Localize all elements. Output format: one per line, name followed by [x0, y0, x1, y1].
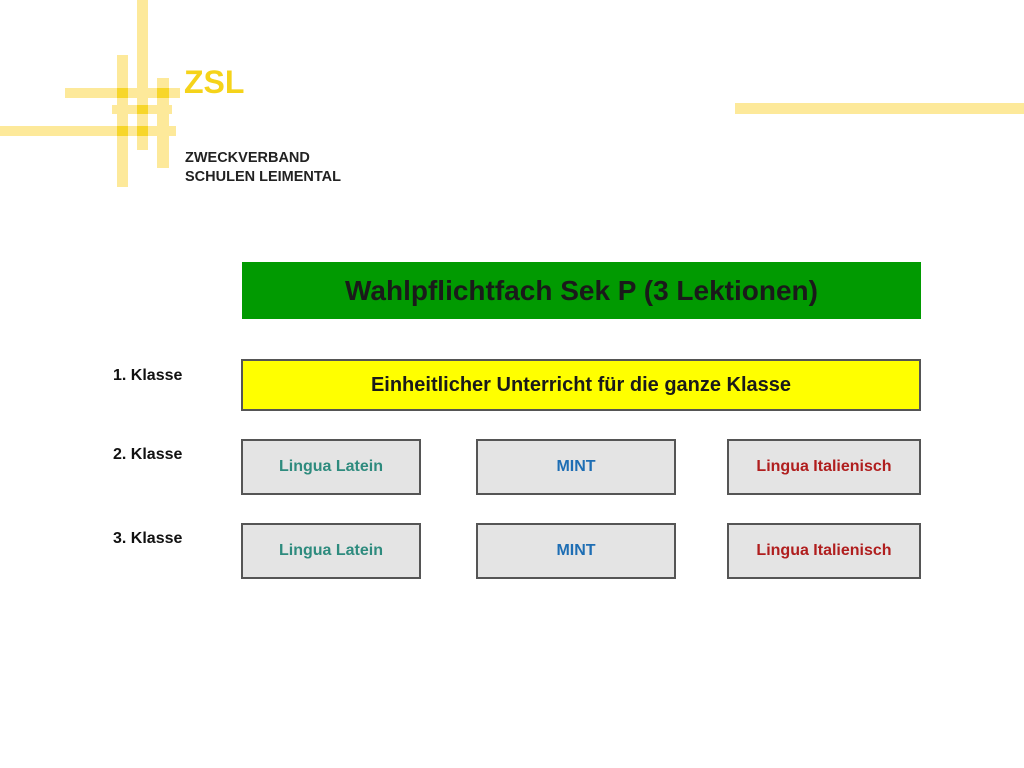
logo-abbreviation: ZSL [184, 64, 245, 100]
option-mint-class-3: MINT [476, 523, 676, 579]
row-label-class-2: 2. Klasse [113, 446, 183, 463]
option-italian-class-3: Lingua Italienisch [727, 523, 921, 579]
page-title: Wahlpflichtfach Sek P (3 Lektionen) [242, 262, 921, 319]
row-label-class-1: 1. Klasse [113, 367, 183, 384]
decorative-header-bar [735, 103, 1024, 114]
org-name-line1: ZWECKVERBAND [185, 150, 310, 166]
org-name-line2: SCHULEN LEIMENTAL [185, 169, 342, 185]
option-latin-class-2: Lingua Latein [241, 439, 421, 495]
option-latin-class-3: Lingua Latein [241, 523, 421, 579]
row-label-class-3: 3. Klasse [113, 530, 183, 547]
unified-class-box: Einheitlicher Unterricht für die ganze Klasse [241, 359, 921, 411]
option-mint-class-2: MINT [476, 439, 676, 495]
option-italian-class-2: Lingua Italienisch [727, 439, 921, 495]
